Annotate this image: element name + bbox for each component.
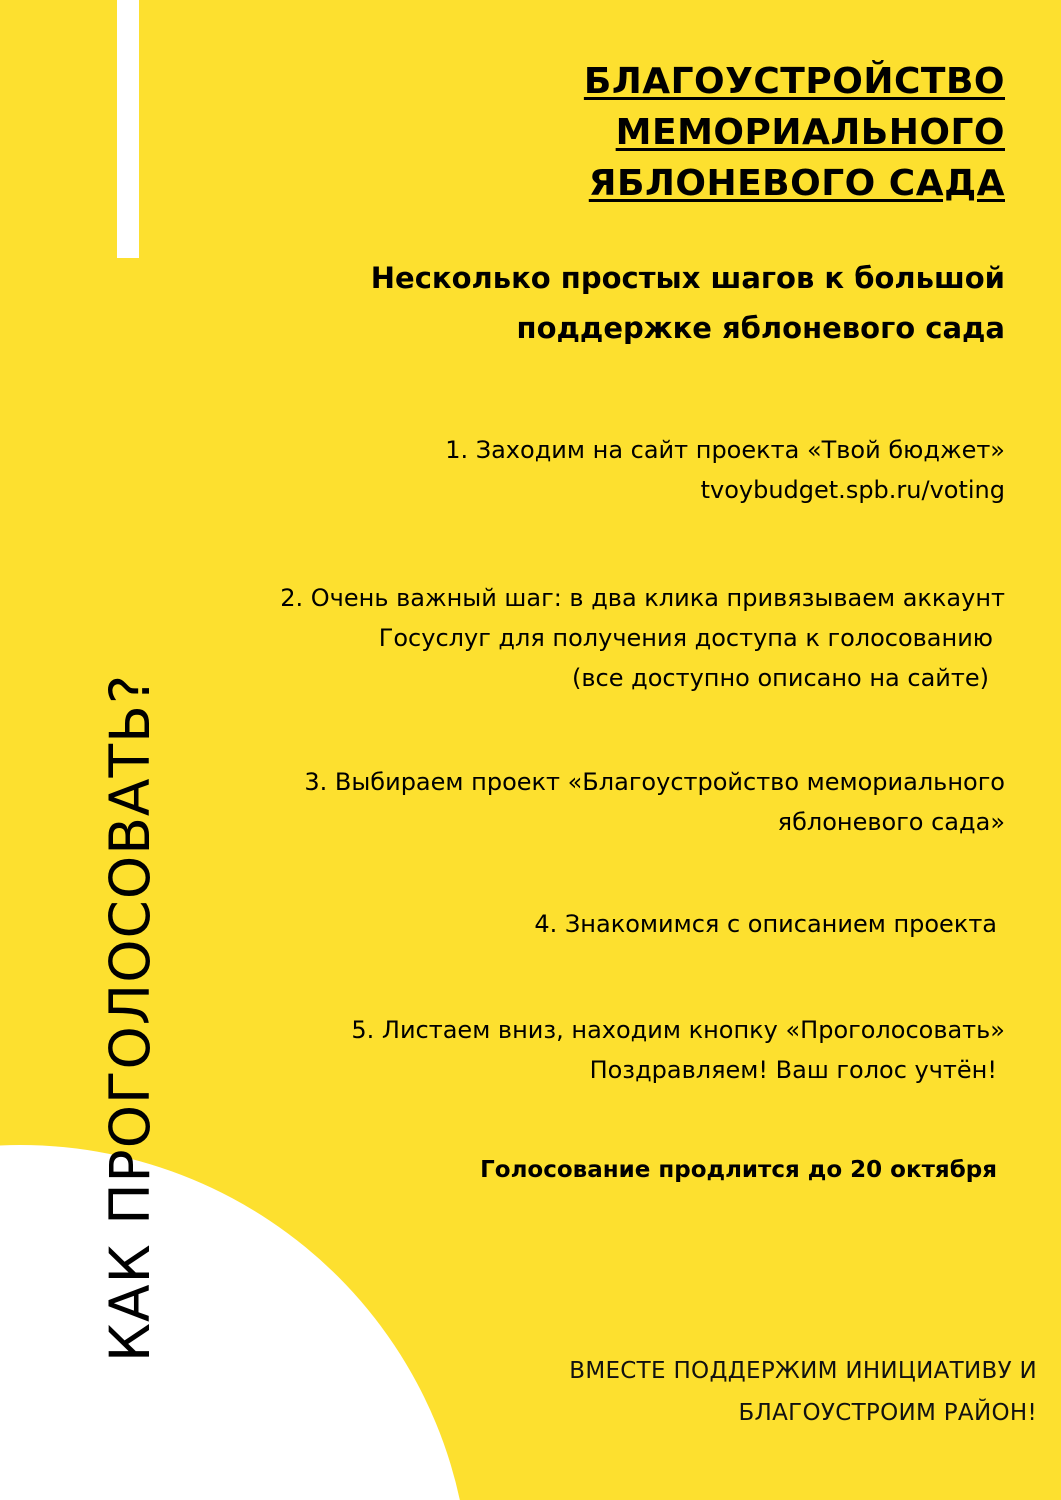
step-5-line-2: Поздравляем! Ваш голос учтён! bbox=[589, 1056, 997, 1084]
poster-subtitle bbox=[245, 253, 1005, 353]
closing-line-2: БЛАГОУСТРОИМ РАЙОН! bbox=[738, 1400, 1037, 1426]
step-5-line-1: 5. Листаем вниз, находим кнопку «Проголосовать» bbox=[351, 1016, 1005, 1044]
step-3-line-2: яблоневого сада» bbox=[777, 808, 1005, 836]
step-3 bbox=[304, 762, 1005, 842]
title-line-2: МЕМОРИАЛЬНОГО bbox=[615, 112, 1005, 153]
step-4 bbox=[534, 904, 1005, 944]
step-2 bbox=[280, 578, 1005, 698]
vertical-heading: КАК ПРОГОЛОСОВАТЬ? bbox=[98, 673, 162, 1362]
step-1-line-1: 1. Заходим на сайт проекта «Твой бюджет» bbox=[445, 436, 1005, 464]
poster-title bbox=[584, 56, 1005, 209]
decorative-white-bar bbox=[117, 0, 139, 258]
decorative-white-circle bbox=[0, 1145, 470, 1500]
step-1-link: tvoybudget.spb.ru/voting bbox=[700, 476, 1005, 504]
closing-line-1: ВМЕСТЕ ПОДДЕРЖИМ ИНИЦИАТИВУ И bbox=[569, 1358, 1037, 1384]
step-2-line-1: 2. Очень важный шаг: в два клика привязываем аккаунт bbox=[280, 584, 1005, 612]
step-5 bbox=[351, 1010, 1005, 1090]
step-1 bbox=[445, 430, 1005, 510]
step-3-line-1: 3. Выбираем проект «Благоустройство мемориального bbox=[304, 768, 1005, 796]
subtitle-line-1: Несколько простых шагов к большой bbox=[370, 261, 1005, 295]
title-line-3: ЯБЛОНЕВОГО САДА bbox=[588, 163, 1005, 204]
voting-deadline: Голосование продлится до 20 октября bbox=[480, 1157, 997, 1183]
step-2-line-2: Госуслуг для получения доступа к голосованию bbox=[378, 624, 993, 652]
title-line-1: БЛАГОУСТРОЙСТВО bbox=[583, 61, 1005, 102]
step-4-line-1: 4. Знакомимся с описанием проекта bbox=[534, 910, 997, 938]
step-2-line-3: (все доступно описано на сайте) bbox=[572, 664, 989, 692]
closing-slogan bbox=[569, 1350, 1037, 1434]
subtitle-line-2: поддержке яблоневого сада bbox=[516, 311, 1005, 345]
